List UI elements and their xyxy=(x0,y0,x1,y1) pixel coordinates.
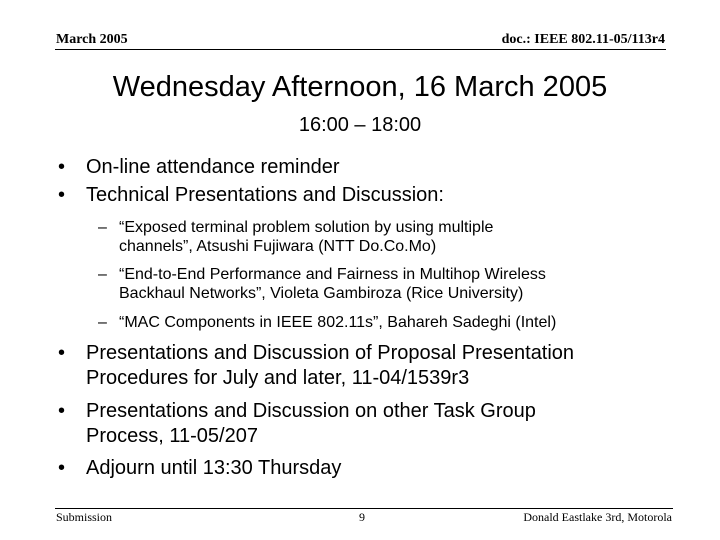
bullet-marker: • xyxy=(58,184,66,206)
bullet-item xyxy=(58,155,686,180)
bullet-item xyxy=(58,341,686,391)
bullet-line: Presentations and Discussion on other Task Group xyxy=(86,400,536,422)
sub-bullet-item xyxy=(98,313,679,332)
header-doc-id: doc.: IEEE 802.11-05/113r4 xyxy=(501,32,665,47)
footer-divider xyxy=(55,508,673,509)
sub-bullet-line: “End-to-End Performance and Fairness in Multihop Wireless xyxy=(119,266,546,283)
sub-bullet-marker: – xyxy=(98,219,107,236)
footer-author: Donald Eastlake 3rd, Motorola xyxy=(523,510,672,524)
sub-bullet-line: channels”, Atsushi Fujiwara (NTT Do.Co.Mo) xyxy=(119,238,437,255)
bullet-item xyxy=(58,456,686,481)
sub-bullet-marker: – xyxy=(98,314,107,331)
sub-bullet-item xyxy=(98,218,679,256)
bullet-line: Presentations and Discussion of Proposal Presentation xyxy=(86,342,575,364)
slide-subtitle: 16:00 – 18:00 xyxy=(298,114,422,136)
bullet-line: Process, 11-05/207 xyxy=(86,425,258,447)
sub-bullet-line: “MAC Components in IEEE 802.11s”, Bahareh Sadeghi (Intel) xyxy=(119,314,557,331)
header-divider xyxy=(55,49,666,50)
bullet-line: Procedures for July and later, 11-04/1539r3 xyxy=(86,367,470,389)
bullet-item xyxy=(58,399,686,449)
bullet-item xyxy=(58,183,686,208)
footer-submission: Submission xyxy=(56,510,113,524)
sub-bullet-marker: – xyxy=(98,266,107,283)
sub-bullet-item xyxy=(98,265,679,303)
bullet-marker: • xyxy=(58,457,66,479)
bullet-text: On-line attendance reminder xyxy=(86,156,340,178)
bullet-marker: • xyxy=(58,400,66,422)
bullet-marker: • xyxy=(58,156,66,178)
slide-title: Wednesday Afternoon, 16 March 2005 xyxy=(112,71,608,103)
bullet-line: Adjourn until 13:30 Thursday xyxy=(86,457,342,479)
sub-bullet-line: Backhaul Networks”, Violeta Gambiroza (Rice University) xyxy=(119,285,524,302)
bullet-text: Technical Presentations and Discussion: xyxy=(86,184,444,206)
bullet-marker: • xyxy=(58,342,66,364)
page-number: 9 xyxy=(359,510,365,524)
sub-bullet-line: “Exposed terminal problem solution by using multiple xyxy=(119,219,494,236)
header-date: March 2005 xyxy=(56,32,128,47)
